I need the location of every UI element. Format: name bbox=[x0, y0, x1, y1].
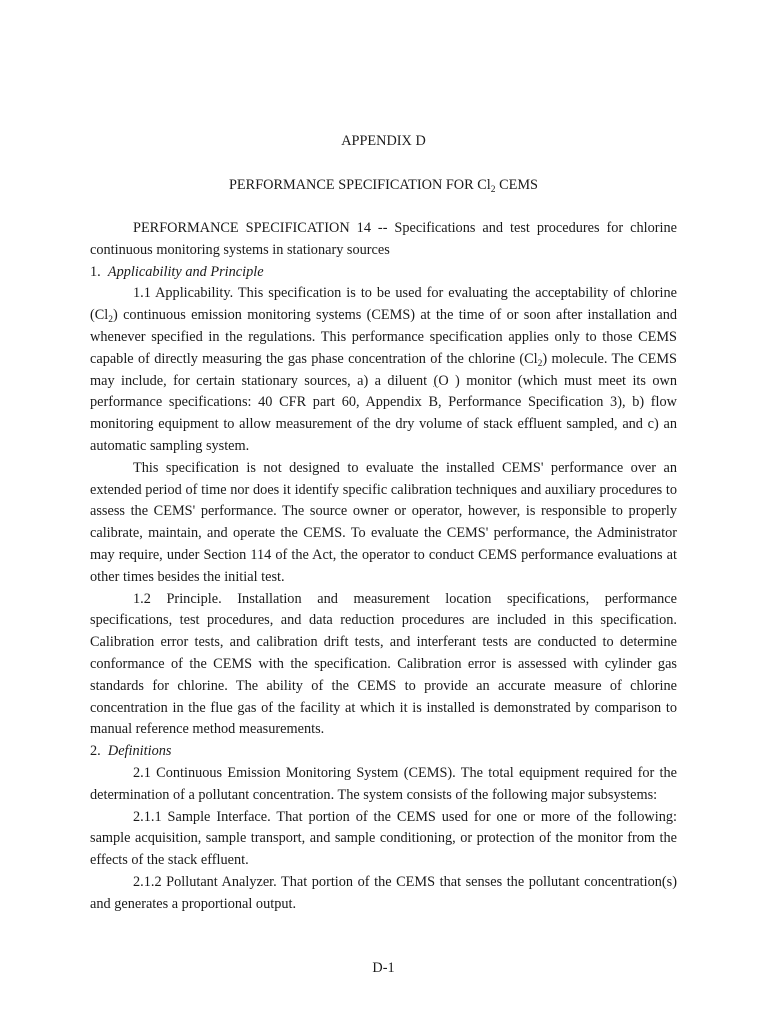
spec-title bbox=[90, 175, 677, 197]
paragraph-1-2: 1.2 Principle. Installation and measurement location specifications, performance specifications, test procedures, and data reduction procedures are included in this specification. Calibration error tests, and calibration drift tests, and interferant tests are conducted to determine conformance of the CEMS with the specification. Calibration error is assessed with cylinder gas standards for chlorine. The ability of the CEMS to provide an accurate measure of chlorine concentration in the flue gas of the facility at which it is installed is demonstrated by comparison to manual reference method measurements. bbox=[90, 590, 677, 738]
paragraph-1-1-continued: This specification is not designed to evaluate the installed CEMS' performance over an extended period of time nor does it identify specific calibration techniques and auxiliary procedures to assess the CEMS' performance. The source owner or operator, however, is responsible to properly calibrate, maintain, and operate the CEMS. To evaluate the CEMS' performance, the Administrator may require, under Section 114 of the Act, the operator to conduct CEMS performance evaluations at other times besides the initial test. bbox=[90, 459, 677, 585]
subscript: 2 bbox=[108, 315, 114, 326]
paragraph-1-1-part-b: ) continuous emission monitoring systems (CEMS) at the time of or soon after installation and whenever specified in the regulations. This performance specification applies only to those CEMS capable of directly measuring the gas phase concentration of the chlorine (Cl bbox=[90, 307, 677, 367]
section-1-heading bbox=[90, 262, 677, 284]
paragraph-2-1-2: 2.1.2 Pollutant Analyzer. That portion of the CEMS that senses the pollutant concentration(s) and generates a proportional output. bbox=[90, 873, 677, 912]
underlined-char: ( bbox=[433, 372, 439, 389]
section-1-title: Applicability and Principle bbox=[107, 263, 264, 280]
paragraph-1-1 bbox=[90, 283, 677, 457]
subscript: 2 bbox=[537, 358, 543, 369]
paragraph-1-1-part-d: O ) monitor (which must meet its own performance specifications: 40 CFR part 60, Appendix B, Performance Specification 3), b) flow monitoring equipment to allow measurement of the dry volume of stack effluent sampled, and c) an automatic sampling system. bbox=[90, 372, 677, 454]
paragraph-2-1: 2.1 Continuous Emission Monitoring System (CEMS). The total equipment required for the determination of a pollutant concentration. The system consists of the following major subsystems: bbox=[90, 764, 677, 803]
paragraph-1-1-part-c: ) molecule. The CEMS may include, for certain stationary sources, a) a diluent bbox=[90, 350, 677, 389]
section-2-heading bbox=[90, 741, 677, 763]
spec-title-text: PERFORMANCE SPECIFICATION FOR Cl bbox=[228, 177, 491, 193]
section-1-number: 1. bbox=[90, 263, 101, 280]
paragraph-1-1-part-a: 1.1 Applicability. This specification is to be used for evaluating the acceptability of chlorine (Cl bbox=[90, 285, 677, 324]
spec-title-subscript: 2 bbox=[490, 185, 496, 195]
spec-title-text-end: CEMS bbox=[495, 177, 539, 193]
body-text bbox=[90, 218, 677, 916]
appendix-title: APPENDIX D bbox=[341, 133, 426, 149]
intro-paragraph: PERFORMANCE SPECIFICATION 14 -- Specifications and test procedures for chlorine continuous monitoring systems in stationary sources bbox=[90, 220, 677, 258]
section-2-number: 2. bbox=[90, 743, 101, 760]
document-page bbox=[90, 0, 677, 1024]
section-2-title: Definitions bbox=[107, 743, 172, 760]
page-number: D-1 bbox=[372, 960, 395, 976]
paragraph-2-1-1: 2.1.1 Sample Interface. That portion of the CEMS used for one or more of the following: sample acquisition, sample transport, and sample conditioning, or protection of the monitor from the effects of the stack effluent. bbox=[90, 808, 677, 869]
